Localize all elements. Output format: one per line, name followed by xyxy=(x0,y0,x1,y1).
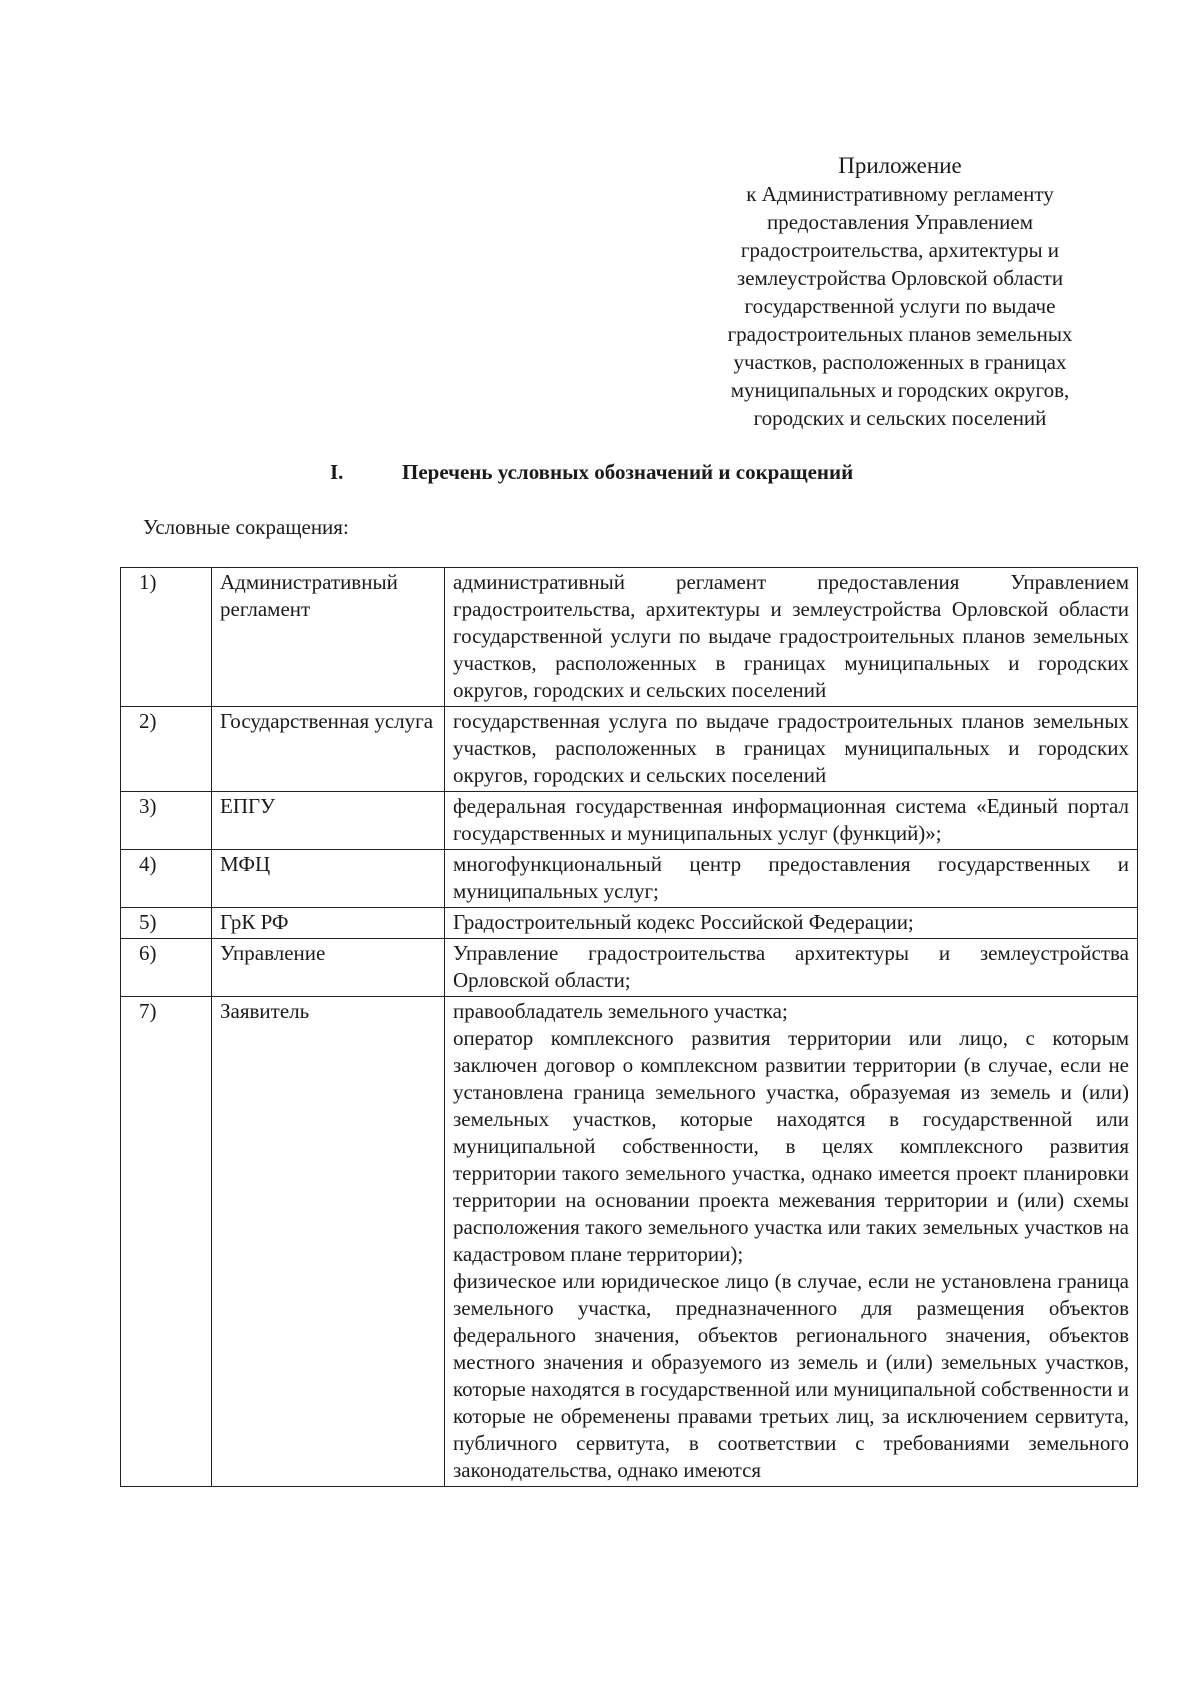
row-term: ЕПГУ xyxy=(212,792,445,850)
appendix-header xyxy=(660,152,1140,432)
row-term: Государственная услуга xyxy=(212,707,445,792)
row-number: 2) xyxy=(121,707,212,792)
appendix-line: к Административному регламенту xyxy=(746,182,1054,206)
section-title: Перечень условных обозначений и сокращений xyxy=(402,460,854,484)
row-number: 6) xyxy=(121,939,212,997)
row-number: 1) xyxy=(121,568,212,707)
row-term: Управление xyxy=(212,939,445,997)
row-number: 7) xyxy=(121,997,212,1487)
row-definition xyxy=(445,997,1138,1487)
definition-paragraph: оператор комплексного развития территории или лицо, с которым заключен договор о комплексном развитии территории (в случае, если не установлена граница земельного участка, образуемая из земель и (или) земельных участков, которые находятся в государственной или муниципальной собственности, в целях комплексного развития территории такого земельного участка, однако имеется проект планировки территории на основании проекта межевания территории и (или) схемы расположения такого земельного участка или таких земельных участков на кадастровом плане территории); xyxy=(453,1026,1129,1266)
section-number: I. xyxy=(330,460,344,484)
row-term: Заявитель xyxy=(212,997,445,1487)
table-row xyxy=(121,908,1138,939)
definition-paragraph: многофункциональный центр предоставления государственных и муниципальных услуг; xyxy=(453,852,1129,903)
definition-paragraph: Градостроительный кодекс Российской Федерации; xyxy=(453,910,914,934)
abbreviations-subheading: Условные сокращения: xyxy=(143,515,349,539)
table-row xyxy=(121,850,1138,908)
appendix-line: градостроительства, архитектуры и xyxy=(740,238,1060,262)
abbreviations-table xyxy=(120,567,1138,1487)
row-definition xyxy=(445,850,1138,908)
appendix-line: землеустройства Орловской области xyxy=(736,266,1064,290)
appendix-line: муниципальных и городских округов, xyxy=(730,378,1070,402)
appendix-line: предоставления Управлением xyxy=(767,210,1033,234)
row-term: ГрК РФ xyxy=(212,908,445,939)
appendix-line: градостроительных планов земельных xyxy=(727,322,1073,346)
appendix-line: участков, расположенных в границах xyxy=(733,350,1067,374)
table-row xyxy=(121,792,1138,850)
appendix-title: Приложение xyxy=(838,153,962,178)
row-definition xyxy=(445,568,1138,707)
table-row xyxy=(121,568,1138,707)
definition-paragraph: административный регламент предоставления Управлением градостроительства, архитектуры и землеустройства Орловской области государственной услуги по выдаче градостроительных планов земельных участков, расположенных в границах муниципальных и городских округов, городских и сельских поселений xyxy=(453,570,1129,702)
table-row xyxy=(121,997,1138,1487)
row-number: 4) xyxy=(121,850,212,908)
appendix-line: городских и сельских поселений xyxy=(753,406,1047,430)
row-definition xyxy=(445,707,1138,792)
appendix-line: государственной услуги по выдаче xyxy=(744,294,1056,318)
row-number: 5) xyxy=(121,908,212,939)
row-definition xyxy=(445,908,1138,939)
row-definition xyxy=(445,792,1138,850)
definition-paragraph: федеральная государственная информационная система «Единый портал государственных и муниципальных услуг (функций)»; xyxy=(453,794,1129,845)
definition-paragraph: физическое или юридическое лицо (в случае, если не установлена граница земельного участка, предназначенного для размещения объектов федерального значения, объектов регионального значения, объектов местного значения и образуемого из земель и (или) земельных участков, которые находятся в государственной или муниципальной собственности и которые не обременены правами третьих лиц, за исключением сервитута, публичного сервитута, в соответствии с требованиями земельного законодательства, однако имеются xyxy=(453,1269,1129,1482)
row-number: 3) xyxy=(121,792,212,850)
definition-paragraph: Управление градостроительства архитектуры и землеустройства Орловской области; xyxy=(453,941,1129,992)
definition-paragraph: государственная услуга по выдаче градостроительных планов земельных участков, расположенных в границах муниципальных и городских округов, городских и сельских поселений xyxy=(453,709,1129,787)
row-definition xyxy=(445,939,1138,997)
row-term: Административный регламент xyxy=(212,568,445,707)
definition-paragraph: правообладатель земельного участка; xyxy=(453,999,788,1023)
table-row xyxy=(121,707,1138,792)
table-row xyxy=(121,939,1138,997)
row-term: МФЦ xyxy=(212,850,445,908)
